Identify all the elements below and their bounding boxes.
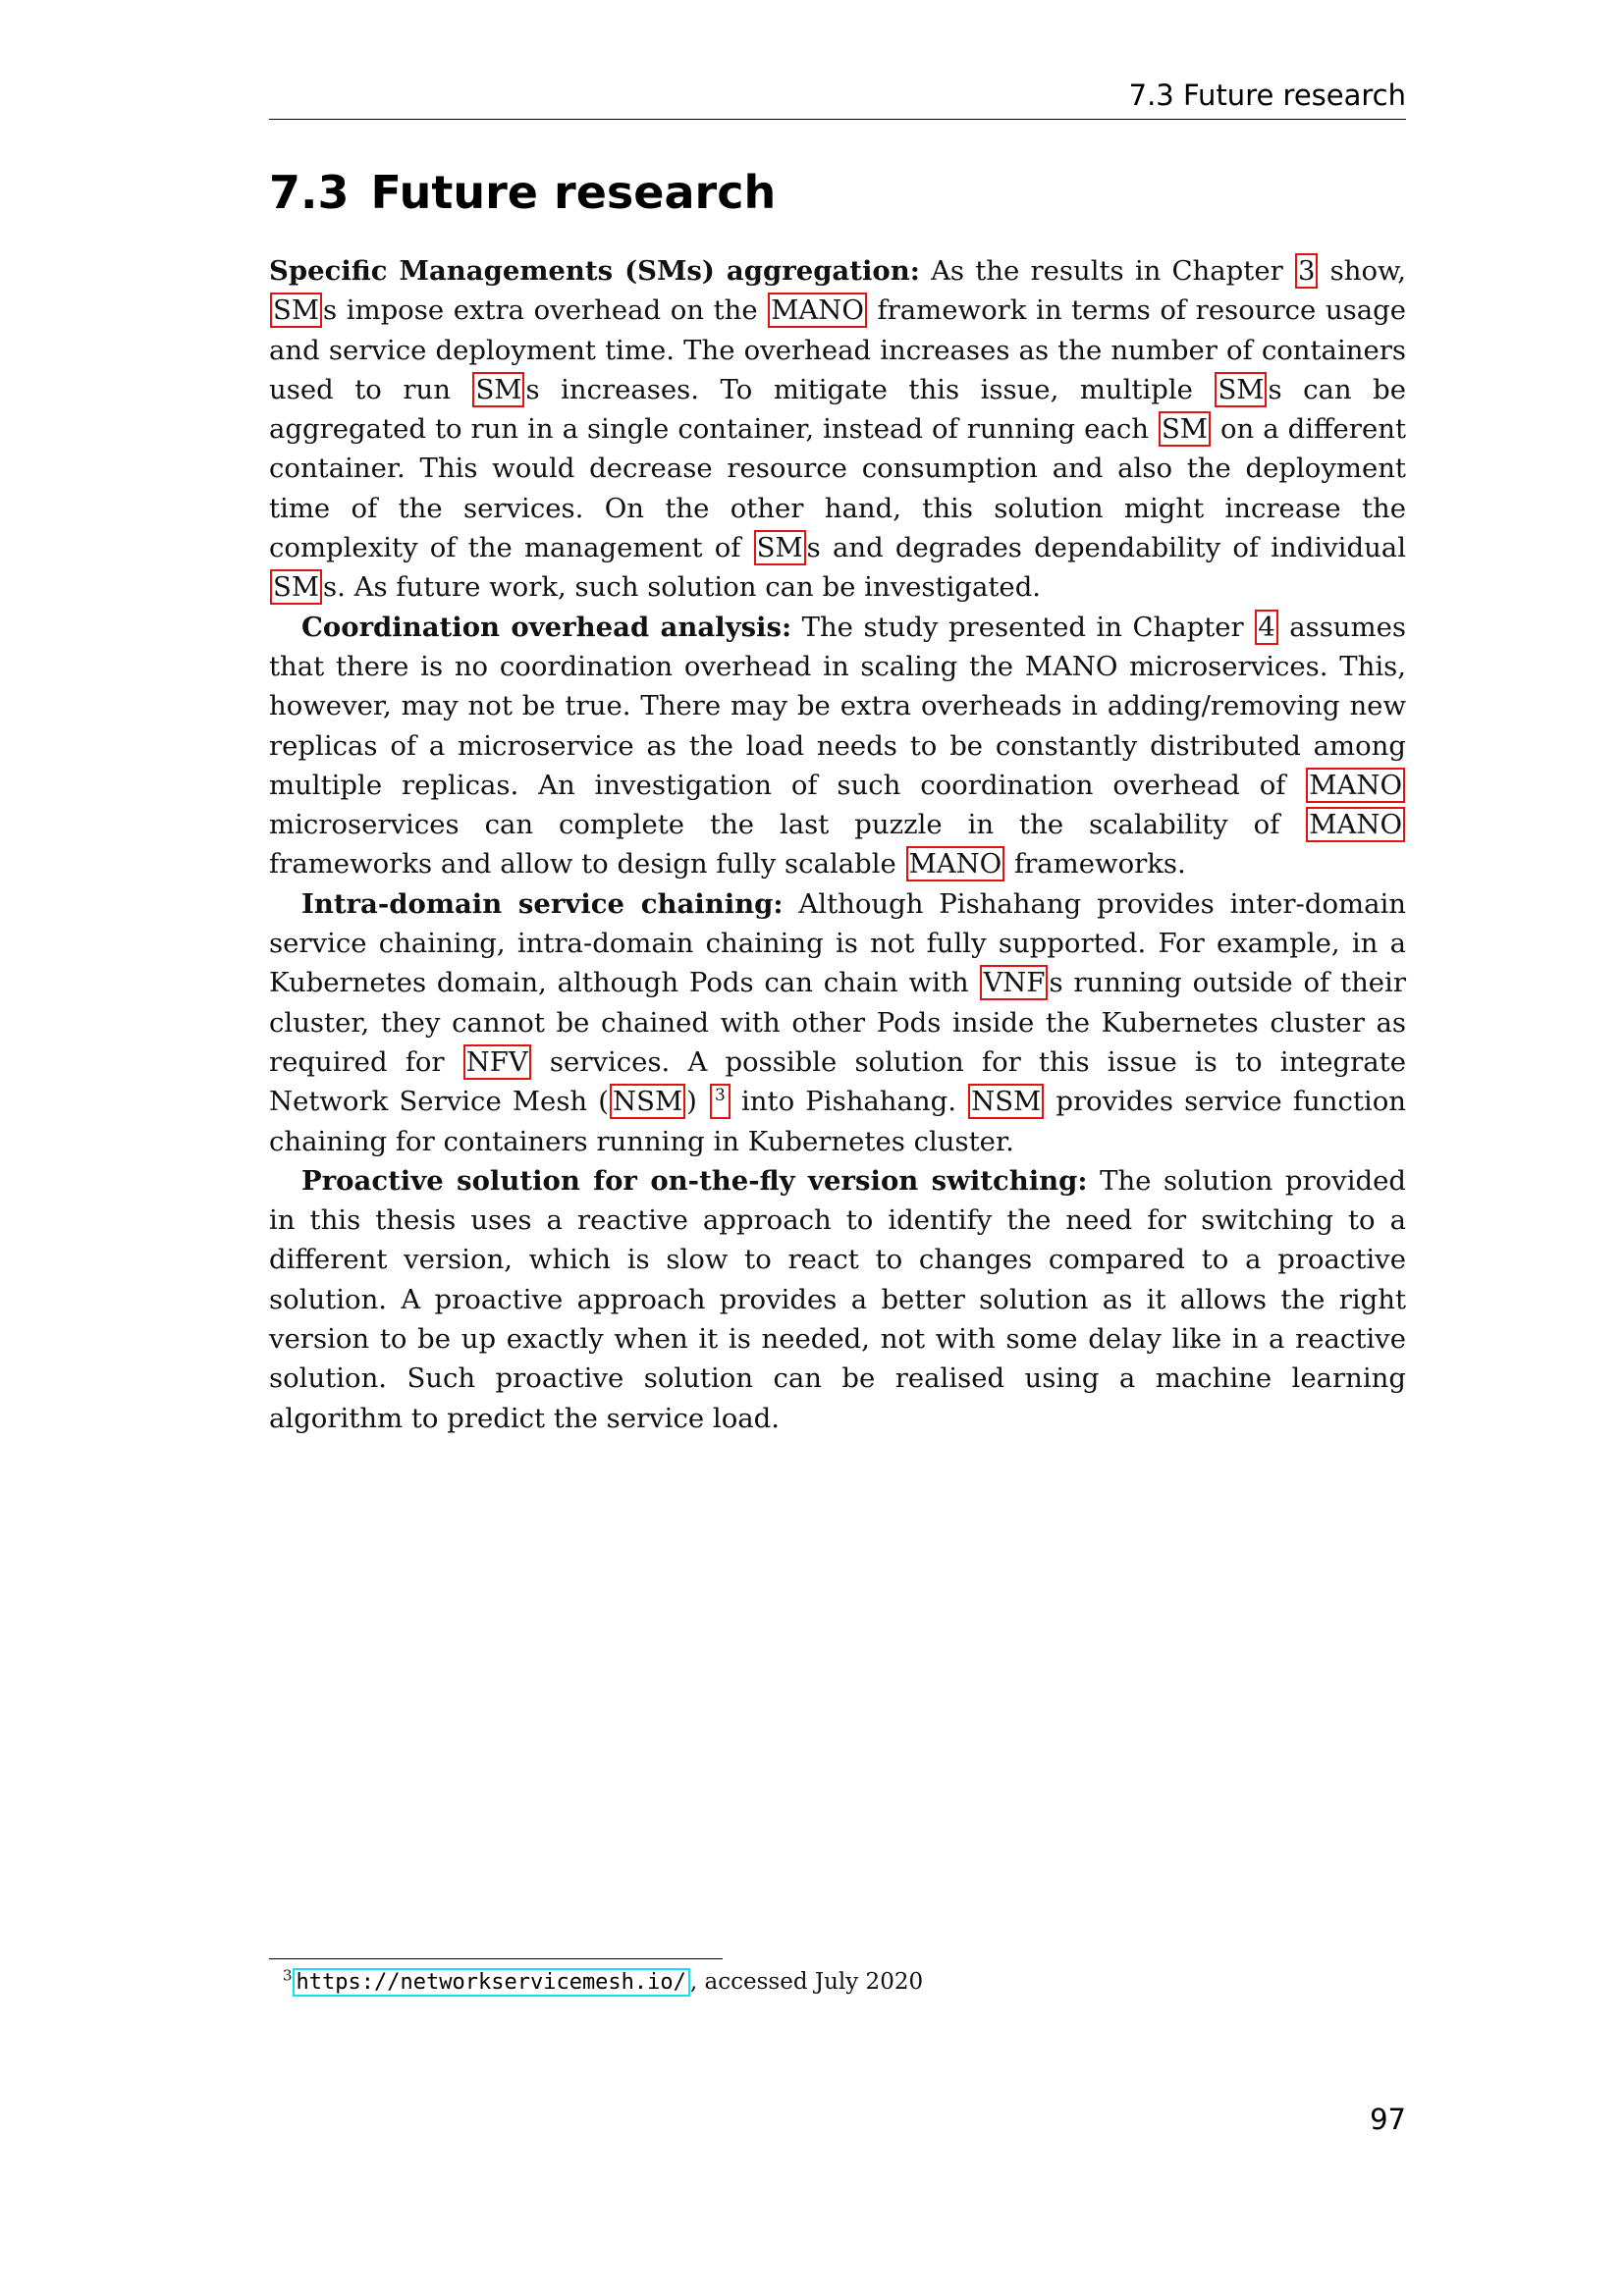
acronym-link-vnf[interactable]: VNF bbox=[980, 965, 1048, 1000]
paragraph-heading: Coordination overhead analysis: bbox=[301, 611, 792, 643]
footnote-rule bbox=[269, 1958, 723, 1959]
paragraph-coordination-overhead bbox=[269, 608, 1406, 884]
acronym-link-mano[interactable]: MANO bbox=[768, 293, 867, 328]
acronym-link-sm[interactable]: SM bbox=[1159, 411, 1211, 447]
paragraph-text: s impose extra overhead on the bbox=[323, 294, 768, 327]
paragraph-text: Although Pishahang provides inter-domain service chaining, intra-domain chaining is not fully supported. For example, in a Kubernetes domain, although Pods can chain with bbox=[269, 887, 1406, 999]
acronym-link-sm[interactable]: SM bbox=[270, 569, 322, 605]
paragraph-text: frameworks and allow to design fully scalable bbox=[269, 848, 905, 881]
paragraph-text: on a different container. This would decrease resource consumption and also the deployment time of the services. On the other hand, this solution might increase the complexity of the management of bbox=[269, 413, 1406, 564]
body-text bbox=[269, 251, 1406, 1438]
paragraph-heading: Proactive solution for on-the-fly version switching: bbox=[301, 1164, 1088, 1197]
page-number: 97 bbox=[1370, 2103, 1406, 2136]
paragraph-text: s. As future work, such solution can be investigated. bbox=[323, 571, 1042, 604]
acronym-link-nsm[interactable]: NSM bbox=[968, 1084, 1044, 1119]
paragraph-text: ) bbox=[686, 1086, 709, 1118]
acronym-link-mano[interactable]: MANO bbox=[906, 846, 1005, 881]
acronym-link-mano[interactable]: MANO bbox=[1306, 807, 1405, 842]
paragraph-text: assumes that there is no coordination overhead in scaling the MANO microservices. This, however, may not be true. There may be extra overheads in adding/removing new replicas of a microservice as the load needs to be constantly distributed among multiple replicas. An investigation of such coordination overhead of bbox=[269, 611, 1406, 801]
paragraph-text: frameworks. bbox=[1005, 848, 1186, 881]
paragraph-text: s can be aggregated to run in a single container, instead of running each bbox=[269, 373, 1407, 446]
paragraph-intra-domain-chaining bbox=[269, 884, 1406, 1161]
section-heading bbox=[269, 165, 776, 220]
paragraph-text: provides service function chaining for containers running in Kubernetes cluster. bbox=[269, 1086, 1406, 1157]
paragraph-heading: Specific Managements (SMs) aggregation: bbox=[269, 255, 920, 287]
running-header bbox=[269, 77, 1406, 120]
section-number: 7.3 bbox=[269, 166, 350, 219]
paragraph-text: s increases. To mitigate this issue, multiple bbox=[525, 373, 1215, 405]
paragraph-text: As the results in Chapter bbox=[919, 255, 1294, 287]
running-header-title: 7.3 Future research bbox=[1128, 79, 1406, 112]
paragraph-text: s running outside of their cluster, they cannot be chained with other Pods inside the Kubernetes cluster as required for bbox=[269, 967, 1406, 1078]
paragraph-text: microservices can complete the last puzzle in the scalability of bbox=[269, 809, 1306, 841]
paragraph-heading: Intra-domain service chaining: bbox=[301, 887, 784, 920]
paragraph-text: into Pishahang. bbox=[730, 1086, 968, 1118]
acronym-link-nsm[interactable]: NSM bbox=[610, 1084, 685, 1119]
paragraph-sm-aggregation bbox=[269, 251, 1406, 608]
section-title: Future research bbox=[370, 166, 777, 219]
paragraph-text: The study presented in Chapter bbox=[791, 611, 1255, 643]
footnote-text: , accessed July 2020 bbox=[689, 1969, 924, 1995]
footnote-marker: 3 bbox=[715, 1086, 726, 1106]
paragraph-text: show, bbox=[1319, 255, 1407, 287]
acronym-link-sm[interactable]: SM bbox=[270, 293, 322, 328]
paragraph-text: s and degrades dependability of individual bbox=[806, 532, 1406, 564]
paragraph-text: framework in terms of resource usage and service deployment time. The overhead increases as the number of containers used to run bbox=[269, 294, 1406, 405]
footnote-url-link[interactable]: https://networkservicemesh.io/ bbox=[293, 1968, 690, 1997]
chapter-ref-link[interactable]: 4 bbox=[1255, 610, 1278, 645]
chapter-ref-link[interactable]: 3 bbox=[1295, 253, 1319, 289]
acronym-link-sm[interactable]: SM bbox=[1215, 372, 1267, 407]
acronym-link-mano[interactable]: MANO bbox=[1306, 768, 1405, 803]
footnote-number: 3 bbox=[283, 1966, 293, 1985]
acronym-link-sm[interactable]: SM bbox=[472, 372, 524, 407]
acronym-link-nfv[interactable]: NFV bbox=[463, 1044, 531, 1080]
paragraph-text: The solution provided in this thesis uses a reactive approach to identify the need for switching to a different version, which is slow to react to changes compared to a proactive solution. A proactive approach provides a better solution as it allows the right version to be up exactly when it is needed, not with some delay like in a reactive solution. Such proactive solution can be realised using a machine learning algorithm to predict the service load. bbox=[269, 1164, 1406, 1434]
paragraph-proactive-switching bbox=[269, 1161, 1406, 1438]
footnote-ref-link[interactable] bbox=[710, 1084, 731, 1119]
acronym-link-sm[interactable]: SM bbox=[754, 530, 806, 565]
paragraph-text: services. A possible solution for this issue is to integrate Network Service Mesh ( bbox=[269, 1045, 1406, 1118]
footnote bbox=[283, 1965, 1402, 2000]
